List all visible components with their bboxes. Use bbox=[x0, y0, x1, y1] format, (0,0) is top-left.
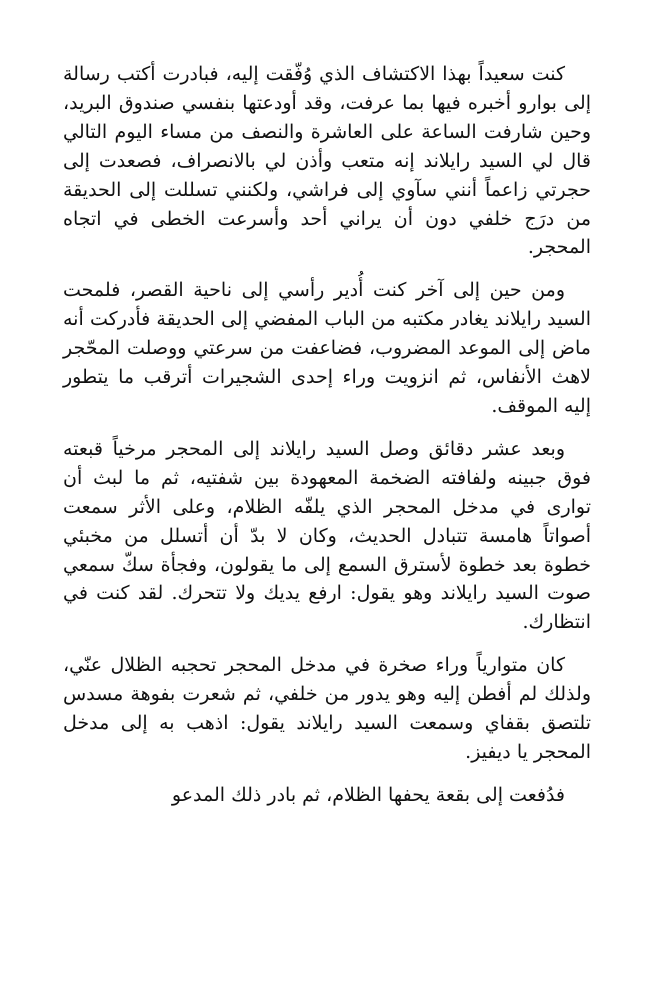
paragraph-3: وبعد عشر دقائق وصل السيد رايلاند إلى المحجر مرخياً قبعته فوق جبينه ولفافته الضخمة المعهودة بين شفتيه، ثم ما لبث أن توارى في مدخل المحجر الذي يلفّه الظلام، وعلى الأثر سمعت أصواتاً هامسة تتبادل الحديث، وكان لا بدّ أن أتسلل من مخبئي خطوة بعد خطوة لأسترق السمع إلى ما يقولون، وفجأة سكّ سمعي صوت السيد رايلاند وهو يقول: ارفع يديك ولا تتحرك. لقد كنت في انتظارك. bbox=[63, 437, 591, 634]
paragraph-4: كان متوارياً وراء صخرة في مدخل المحجر تحجبه الظلال عنّي، ولذلك لم أفطن إليه وهو يدور من خلفي، ثم شعرت بفوهة مسدس تلتصق بقفاي وسمعت السيد رايلاند يقول: اذهب به إلى مدخل المحجر يا ديفيز. bbox=[63, 654, 591, 763]
paragraph-1: كنت سعيداً بهذا الاكتشاف الذي وُفّقت إليه، فبادرت أكتب رسالة إلى بوارو أخبره فيها بما عرفت، وقد أودعتها بنفسي صندوق البريد، وحين شارفت الساعة على العاشرة والنصف من مساء اليوم التالي قال لي السيد رايلاند إنه متعب وأذن لي بالانصراف، فصعدت إلى حجرتي زاعماً أنني سآوي إلى فراشي، ولكنني تسللت إلى الحديقة من درَج خلفي دون أن يراني أحد وأسرعت الخطى في اتجاه المحجر. bbox=[63, 63, 591, 259]
paragraph-2: ومن حين إلى آخر كنت أُدير رأسي إلى ناحية القصر، فلمحت السيد رايلاند يغادر مكتبه من الباب المفضي إلى الحديقة فأدركت أنه ماض إلى الموعد المضروب، فضاعفت من سرعتي ووصلت المحّجر لاهث الأنفاس، ثم انزويت وراء إحدى الشجيرات أترقب ما يتطور إليه الموقف. bbox=[63, 279, 591, 417]
paragraph-5: فدُفعت إلى بقعة يحفها الظلام، ثم بادر ذلك المدعو bbox=[171, 783, 565, 806]
text-column bbox=[63, 60, 591, 810]
